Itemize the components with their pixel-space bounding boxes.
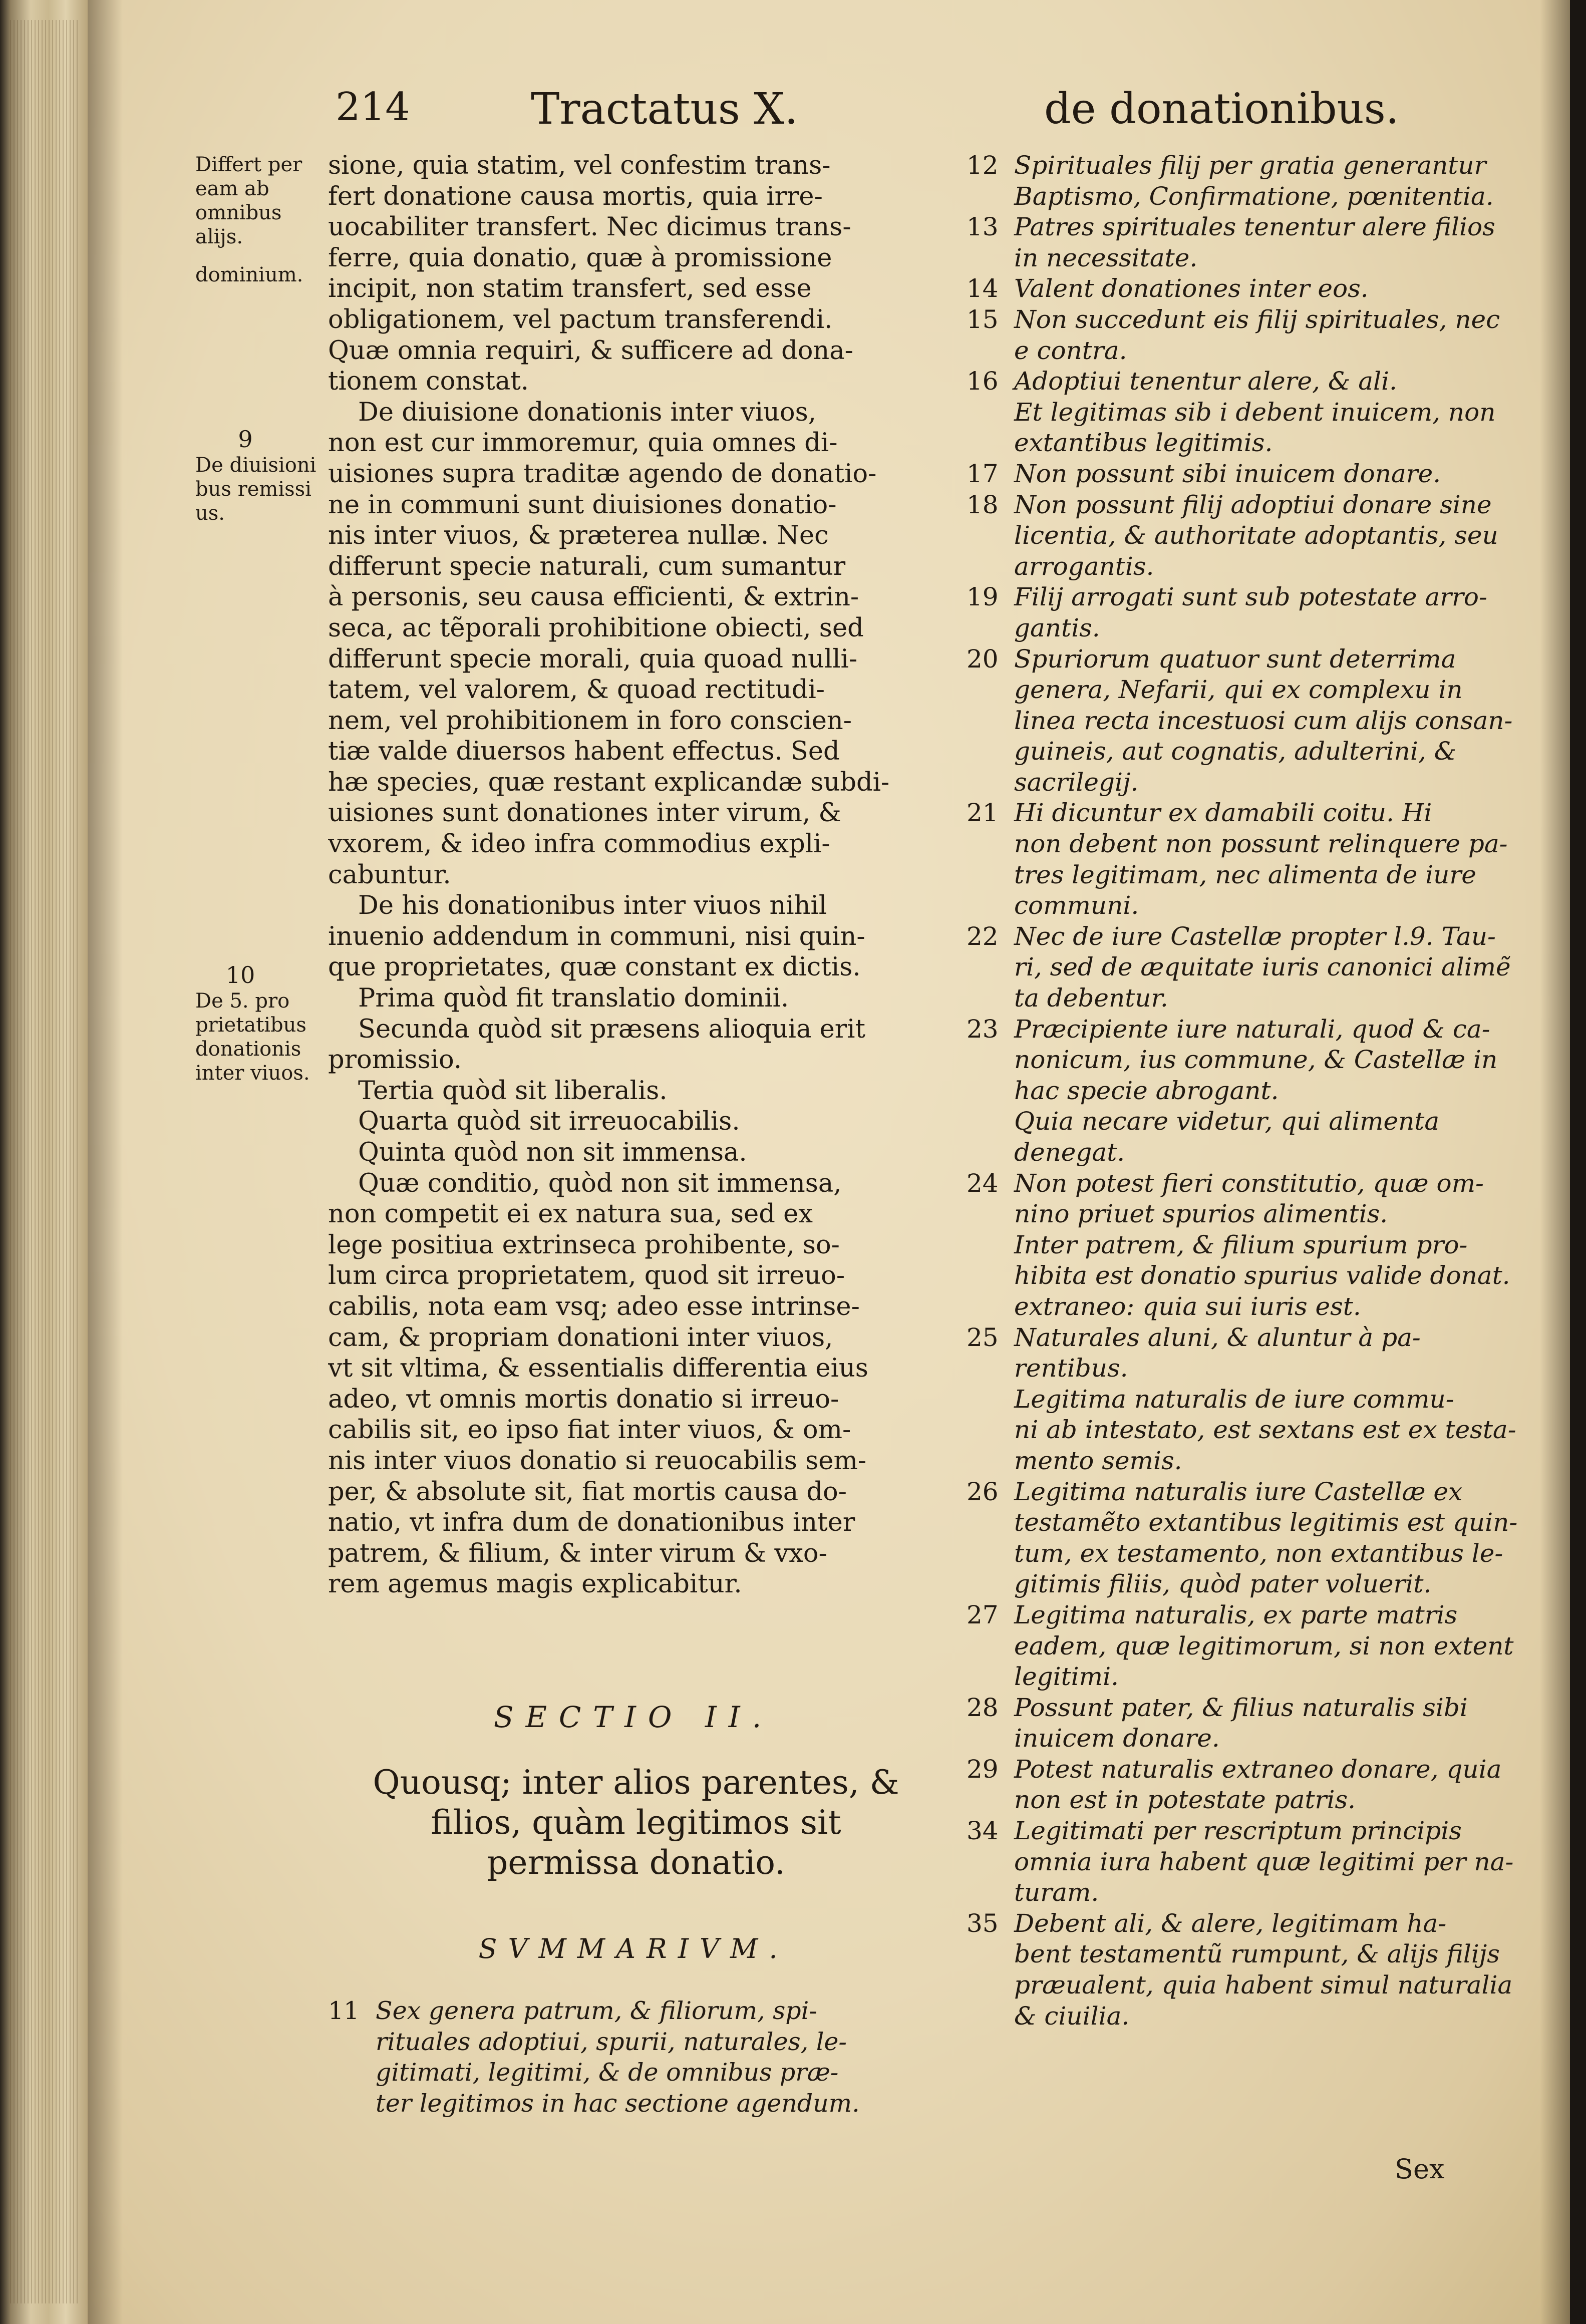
section-title-line: filios, quàm legitimos sit [431, 1803, 841, 1842]
summary-text: Quia necare videtur, qui alimenta [1014, 1107, 1440, 1136]
text-line: non competit ei ex natura sua, sed ex [328, 1199, 813, 1229]
summary-number: 21 [967, 798, 999, 828]
text-line: per, & absolute sit, fiat mortis causa do- [328, 1477, 847, 1507]
summary-text: Spuriorum quatuor sunt deterrima [1014, 644, 1456, 674]
summary-entry [967, 1384, 1550, 1415]
summary-entry [967, 1785, 1550, 1816]
summary-text: Legitimati per rescriptum principis [1014, 1816, 1462, 1846]
summary-number: 19 [967, 582, 999, 612]
section-title-line: Quousq; inter alios parentes, & [373, 1763, 899, 1802]
text-line: uocabiliter transfert. Nec dicimus trans- [328, 212, 851, 242]
summary-text: Legitima naturalis de iure commu- [1014, 1384, 1454, 1414]
summary-entry [967, 1137, 1550, 1168]
summary-entry [967, 551, 1550, 582]
summary-entry [967, 490, 1550, 521]
summary-entry [967, 952, 1550, 983]
text-line: cabilis sit, eo ipso fiat inter viuos, & om- [328, 1415, 851, 1445]
summary-entry [967, 1939, 1550, 1970]
summary-text: testamẽto extantibus legitimis est quin- [1014, 1508, 1518, 1537]
summary-text: Nec de iure Castellæ propter l.9. Tau- [1014, 921, 1496, 951]
summary-text: Præcipiente iure naturali, quod & ca- [1014, 1014, 1490, 1044]
text-line: uisiones sunt donationes inter virum, & [328, 798, 841, 828]
summary-entry [967, 829, 1550, 860]
section-heading: SECTIO II. [493, 1700, 774, 1734]
text-line: vt sit vltima, & essentialis differentia eius [328, 1354, 868, 1384]
summary-text: communi. [1014, 891, 1139, 920]
summary-text: in necessitate. [1014, 243, 1198, 272]
summary-entry [967, 1631, 1550, 1662]
text-line: patrem, & filium, & inter virum & vxo- [328, 1538, 827, 1568]
summary-text: guineis, aut cognatis, adulterini, & [1014, 737, 1457, 766]
text-line: uisiones supra traditæ agendo de donatio- [328, 459, 877, 489]
text-line: differunt specie morali, quia quoad nulli- [328, 644, 858, 674]
summary-entry [967, 1693, 1550, 1724]
summary-entry [967, 921, 1550, 952]
summary-entry [967, 1477, 1550, 1508]
text-line: Tertia quòd sit liberalis. [358, 1076, 668, 1106]
text-line: fert donatione causa mortis, quia irre- [328, 181, 823, 211]
summary-text: Spirituales filij per gratia generantur [1014, 151, 1486, 180]
text-line: incipit, non statim transfert, sed esse [328, 274, 812, 304]
summary-entry [967, 798, 1550, 829]
main-text-column [328, 150, 944, 1600]
text-line: Quinta quòd non sit immensa. [358, 1138, 747, 1167]
text-line: que proprietates, quæ constant ex dictis. [328, 952, 861, 982]
summary-left-column [328, 1996, 949, 2119]
summary-entry [967, 1754, 1550, 1785]
summary-number: 18 [967, 490, 999, 519]
summary-text: Debent ali, & alere, legitimam ha- [1014, 1908, 1447, 1938]
summary-text: Non possunt filij adoptiui donare sine [1014, 490, 1492, 519]
text-line: seca, ac tẽporali prohibitione obiecti, sed [328, 613, 864, 643]
summary-entry [328, 1996, 949, 2027]
summary-text: inuicem donare. [1014, 1724, 1220, 1753]
summary-entry [967, 582, 1550, 613]
summary-number: 22 [967, 921, 999, 951]
text-line: tionem constat. [328, 367, 529, 397]
summary-entry [967, 1723, 1550, 1754]
text-line: obligationem, vel pactum transferendi. [328, 304, 833, 335]
text-line: hæ species, quæ restant explicandæ subdi- [328, 767, 890, 797]
text-line: rem agemus magis explicabitur. [328, 1569, 742, 1599]
summary-text: genera, Nefarii, qui ex complexu in [1014, 675, 1463, 705]
summary-entry [967, 1507, 1550, 1538]
summary-entry [967, 304, 1550, 336]
summary-entry [967, 1662, 1550, 1693]
summary-entry [967, 243, 1550, 274]
text-line: De his donationibus inter viuos nihil [358, 891, 827, 921]
summary-text: Naturales aluni, & aluntur à pa- [1014, 1322, 1421, 1352]
summary-entry [967, 1415, 1550, 1446]
summary-text: rentibus. [1014, 1354, 1128, 1383]
text-line: ne in communi sunt diuisiones donatio- [328, 490, 837, 520]
summary-text: arrogantis. [1014, 551, 1154, 581]
text-line: nis inter viuos donatio si reuocabilis sem- [328, 1446, 867, 1476]
section-title-line: permissa donatio. [487, 1843, 785, 1882]
page-number: 214 [336, 85, 410, 130]
summary-text: ter legitimos in hac sectione agendum. [376, 2089, 860, 2118]
text-line: natio, vt infra dum de donationibus inter [328, 1508, 855, 1538]
summary-text: Sex genera patrum, & filiorum, spi- [376, 1997, 817, 2025]
summary-entry [967, 1106, 1550, 1137]
summary-entry [967, 675, 1550, 706]
summary-number: 17 [967, 459, 999, 488]
summary-entry [967, 2001, 1550, 2032]
text-line: nis inter viuos, & præterea nullæ. Nec [328, 521, 829, 551]
text-line: Quarta quòd sit irreuocabilis. [358, 1107, 740, 1137]
summary-text: Legitima naturalis iure Castellæ ex [1014, 1477, 1463, 1506]
summary-entry [328, 2088, 949, 2119]
summary-entry [967, 273, 1550, 304]
text-line: De diuisione donationis inter viuos, [358, 397, 816, 427]
summary-number: 28 [967, 1693, 999, 1722]
summary-text: Inter patrem, & filium spurium pro- [1014, 1230, 1468, 1259]
summary-entry [967, 706, 1550, 737]
summary-number: 34 [967, 1816, 999, 1846]
summary-text: non est in potestate patris. [1014, 1785, 1356, 1815]
summary-text: ta debentur. [1014, 983, 1168, 1013]
text-line: inuenio addendum in communi, nisi quin- [328, 921, 865, 951]
summary-text: hac specie abrogant. [1014, 1076, 1279, 1105]
summary-number: 15 [967, 304, 999, 334]
summary-entry [967, 397, 1550, 428]
margin-number-9: 9 [238, 426, 253, 453]
summary-text: Hi dicuntur ex damabili coitu. Hi [1014, 798, 1432, 828]
text-line: ferre, quia donatio, quæ à promissione [328, 243, 832, 273]
summary-text: Valent donationes inter eos. [1014, 274, 1369, 303]
summary-text: omnia iura habent quæ legitimi per na- [1014, 1847, 1514, 1876]
summary-entry [967, 1230, 1550, 1261]
summary-entry [967, 336, 1550, 367]
summary-number: 26 [967, 1477, 999, 1506]
summary-entry [967, 150, 1550, 181]
text-line: non est cur immoremur, quia omnes di- [328, 428, 838, 458]
text-line: promissio. [328, 1045, 462, 1075]
summary-text: Adoptiui tenentur alere, & ali. [1014, 367, 1397, 396]
summary-number: 16 [967, 367, 999, 396]
summary-entry [967, 428, 1550, 459]
summary-entry [967, 1353, 1550, 1384]
summary-entry [967, 1600, 1550, 1631]
catchword: Sex [1395, 2153, 1445, 2185]
summary-entry [967, 1970, 1550, 2001]
summary-entry [967, 1260, 1550, 1291]
summary-entry [967, 1908, 1550, 1939]
summary-number: 35 [967, 1908, 999, 1938]
text-line: à personis, seu causa efficienti, & extrin- [328, 582, 859, 612]
text-line: lum circa proprietatem, quod sit irreuo- [328, 1261, 845, 1291]
summary-text: nino priuet spurios alimentis. [1014, 1199, 1388, 1229]
summary-number: 23 [967, 1014, 999, 1044]
running-title: Tractatus X. [531, 84, 798, 134]
margin-number-10: 10 [225, 961, 255, 988]
summary-text: tres legitimam, nec alimenta de iure [1014, 860, 1476, 889]
summary-entry [967, 767, 1550, 798]
summary-text: linea recta incestuosi cum alijs consan- [1014, 706, 1513, 735]
summary-number: 11 [328, 1997, 360, 2025]
summary-right-column [967, 150, 1550, 2032]
summary-text: gitimati, legitimi, & de omnibus præ- [376, 2058, 839, 2087]
summary-number: 24 [967, 1168, 999, 1198]
summary-text: Baptismo, Confirmatione, pœnitentia. [1014, 181, 1494, 211]
text-line: cabuntur. [328, 860, 451, 890]
summary-number: 14 [967, 274, 999, 303]
summary-entry [967, 1446, 1550, 1477]
summary-entry [967, 736, 1550, 767]
margin-note-dominium: dominium. [195, 263, 303, 286]
text-line: lege positiua extrinseca prohibente, so- [328, 1230, 840, 1260]
summary-entry [967, 613, 1550, 644]
section-title [328, 1763, 944, 1883]
summary-text: sacrilegij. [1014, 767, 1139, 797]
summary-text: gitimis filiis, quòd pater voluerit. [1014, 1569, 1432, 1599]
summary-text: Possunt pater, & filius naturalis sibi [1014, 1693, 1468, 1722]
summary-text: gantis. [1014, 613, 1100, 642]
summary-text: non debent non possunt relinquere pa- [1014, 829, 1508, 859]
text-line: tiæ valde diuersos habent effectus. Sed [328, 737, 840, 767]
summary-entry [967, 1045, 1550, 1076]
summary-text: Legitima naturalis, ex parte matris [1014, 1600, 1458, 1629]
text-line: Quæ conditio, quòd non sit immensa, [358, 1168, 842, 1198]
summary-text: tum, ex testamento, non extantibus le- [1014, 1538, 1503, 1568]
summary-text: Non succedunt eis filij spirituales, nec [1014, 304, 1500, 334]
summary-text: rituales adoptiui, spurii, naturales, le- [376, 2027, 847, 2056]
summary-entry [967, 1014, 1550, 1045]
summary-text: legitimi. [1014, 1662, 1119, 1692]
summary-text: eadem, quæ legitimorum, si non extent [1014, 1631, 1514, 1661]
summary-entry [967, 459, 1550, 490]
summary-entry [967, 1322, 1550, 1354]
summary-entry [328, 2057, 949, 2088]
text-line: sione, quia statim, vel confestim trans- [328, 151, 831, 180]
book-page-edges [0, 0, 88, 2324]
summary-number: 12 [967, 151, 999, 180]
running-head-right: de donationibus. [1044, 84, 1399, 133]
text-line: vxorem, & ideo infra commodius expli- [328, 829, 830, 859]
book-page [88, 0, 1570, 2324]
text-line: Quæ omnia requiri, & sufficere ad dona- [328, 336, 853, 366]
summary-text: ri, sed de æquitate iuris canonici alimẽ [1014, 952, 1511, 982]
summary-number: 13 [967, 212, 999, 242]
summary-entry [967, 1877, 1550, 1908]
summary-text: præualent, quia habent simul naturalia [1014, 1970, 1513, 2000]
summary-text: mento semis. [1014, 1446, 1182, 1475]
summary-entry [967, 212, 1550, 243]
summary-text: ni ab intestato, est sextans est ex testa- [1014, 1415, 1516, 1445]
summary-entry [967, 1291, 1550, 1322]
summary-entry [967, 181, 1550, 212]
text-line: differunt specie naturali, cum sumantur [328, 551, 846, 581]
summary-text: Non possunt sibi inuicem donare. [1014, 459, 1441, 488]
text-line: cam, & propriam donationi inter viuos, [328, 1322, 833, 1353]
summary-text: extantibus legitimis. [1014, 428, 1273, 458]
summary-text: licentia, & authoritate adoptantis, seu [1014, 521, 1498, 550]
summary-text: Potest naturalis extraneo donare, quia [1014, 1754, 1502, 1784]
summary-entry [967, 1538, 1550, 1569]
text-line: Prima quòd fit translatio dominii. [358, 983, 789, 1014]
summary-text: Non potest fieri constitutio, quæ om- [1014, 1168, 1484, 1198]
text-line: nem, vel prohibitionem in foro conscien- [328, 706, 852, 736]
summary-entry [967, 1816, 1550, 1847]
gutter-shadow [88, 0, 123, 2324]
summary-number: 20 [967, 644, 999, 674]
summary-text: Et legitimas sib i debent inuicem, non [1014, 397, 1496, 427]
summary-number: 25 [967, 1322, 999, 1352]
summary-entry [967, 1199, 1550, 1230]
summary-text: extraneo: quia sui iuris est. [1014, 1291, 1361, 1321]
margin-note-differt: Differt per eam ab omnibus alijs. [195, 153, 302, 248]
summary-entry [967, 644, 1550, 675]
summary-entry [967, 983, 1550, 1014]
summarium-heading: SVMMARIVM. [478, 1933, 789, 1964]
summary-number: 29 [967, 1754, 999, 1784]
page-edge-lines [10, 20, 80, 2303]
text-line: adeo, vt omnis mortis donatio si irreuo- [328, 1384, 839, 1414]
text-line: tatem, vel valorem, & quoad rectitudi- [328, 675, 825, 705]
summary-text: e contra. [1014, 336, 1127, 365]
summary-entry [328, 2027, 949, 2058]
summary-text: bent testamentũ rumpunt, & alijs filijs [1014, 1939, 1500, 1969]
summary-entry [967, 1076, 1550, 1107]
summary-entry [967, 860, 1550, 891]
summary-text: & ciuilia. [1014, 2001, 1130, 2031]
summary-entry [967, 890, 1550, 921]
summary-text: denegat. [1014, 1138, 1125, 1167]
text-line: Secunda quòd sit præsens alioquia erit [358, 1014, 865, 1044]
summary-entry [967, 1847, 1550, 1878]
summary-number: 27 [967, 1600, 999, 1629]
summary-entry [967, 520, 1550, 551]
margin-note-proprietatibus: De 5. pro prietatibus donationis inter viuos. [195, 989, 310, 1085]
summary-text: Filij arrogati sunt sub potestate arro- [1014, 582, 1487, 612]
margin-note-diuisioni: De diuisioni bus remissi us. [195, 454, 316, 525]
text-line: cabilis, nota eam vsq; adeo esse intrinse- [328, 1291, 860, 1321]
summary-entry [967, 1168, 1550, 1199]
summary-entry [967, 1569, 1550, 1600]
summary-entry [967, 366, 1550, 397]
summary-text: nonicum, ius commune, & Castellæ in [1014, 1045, 1498, 1075]
summary-text: turam. [1014, 1878, 1099, 1907]
summary-text: hibita est donatio spurius valide donat. [1014, 1261, 1510, 1290]
summary-text: Patres spirituales tenentur alere filios [1014, 212, 1495, 242]
